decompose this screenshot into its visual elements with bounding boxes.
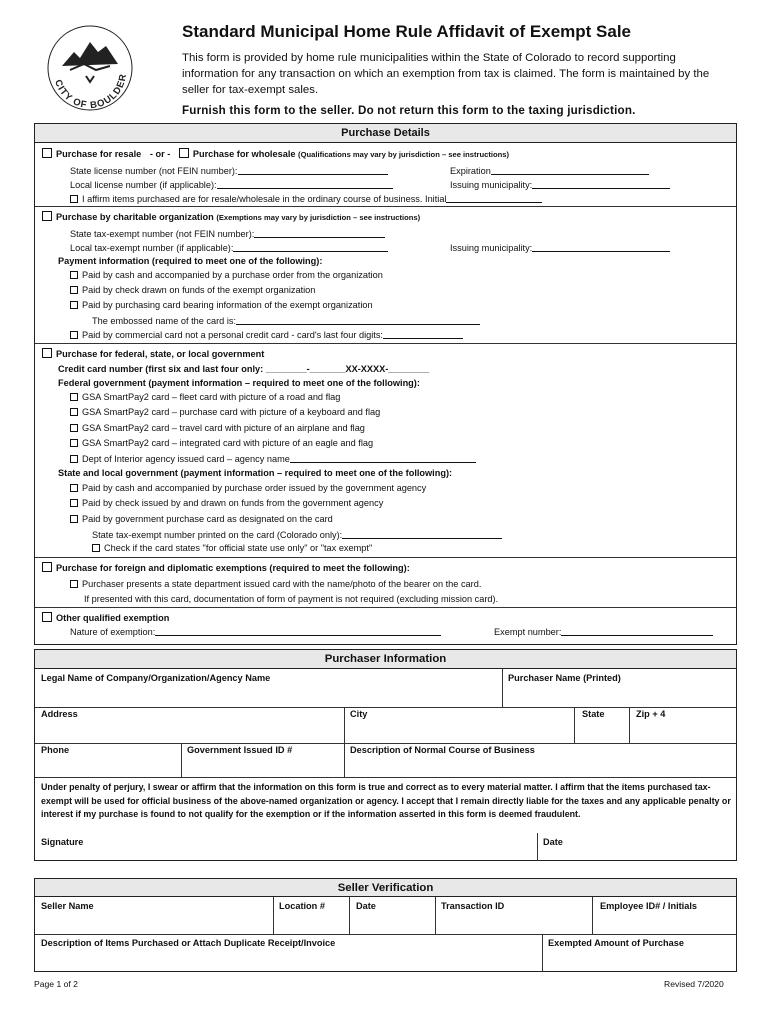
exempt-number-field[interactable]: [561, 626, 713, 636]
gov-check-text: Paid by check issued by and drawn on funds from the government agency: [82, 498, 384, 508]
gsa-integrated-text: GSA SmartPay2 card – integrated card with picture of an eagle and flag: [82, 438, 374, 448]
revised-date: Revised 7/2020: [664, 979, 724, 989]
agency-name-field[interactable]: [290, 453, 476, 463]
issuing-municipality-label: Issuing municipality:: [450, 180, 533, 190]
purchaser-date-label: Date: [543, 837, 563, 847]
signature-label: Signature: [41, 837, 84, 847]
page-number: Page 1 of 2: [34, 979, 78, 989]
or-label: - or -: [149, 149, 171, 159]
embossed-name-label: The embossed name of the card is:: [92, 316, 237, 326]
purchaser-name-label: Purchaser Name (Printed): [508, 673, 621, 683]
gov-cash-checkbox[interactable]: [70, 484, 78, 492]
foreign-note: If presented with this card, documentation of form of payment is not required (excluding mission card).: [84, 594, 499, 604]
gov-cash-text: Paid by cash and accompanied by purchase order issued by the government agency: [82, 483, 427, 493]
state-tax-exempt-field[interactable]: [254, 228, 385, 238]
gsa-fleet-text: GSA SmartPay2 card – fleet card with picture of a road and flag: [82, 392, 341, 402]
gsa-travel-text: GSA SmartPay2 card – travel card with picture of an airplane and flag: [82, 423, 365, 433]
charitable-card-checkbox[interactable]: [70, 301, 78, 309]
zip-label: Zip + 4: [636, 709, 666, 719]
city-label: City: [350, 709, 368, 719]
credit-card-number-label: Credit card number (first six and last four only: ________-_______XX-XXXX-________: [58, 364, 430, 374]
other-exemption-label: Other qualified exemption: [56, 613, 170, 623]
transaction-id-label: Transaction ID: [441, 901, 505, 911]
phone-label: Phone: [41, 745, 70, 755]
card-exempt-number-field[interactable]: [342, 529, 502, 539]
svg-text:CITY OF BOULDER: CITY OF BOULDER: [52, 72, 130, 112]
initial-label: Initial: [425, 194, 447, 204]
purchase-details-heading: Purchase Details: [35, 124, 736, 143]
seller-date-label: Date: [356, 901, 376, 911]
government-label: Purchase for federal, state, or local government: [56, 349, 265, 359]
gsa-fleet-checkbox[interactable]: [70, 393, 78, 401]
charitable-issuing-label: Issuing municipality:: [450, 243, 533, 253]
foreign-checkbox[interactable]: [42, 562, 52, 572]
resale-qualification-note: (Qualifications may vary by jurisdiction – see instructions): [298, 150, 510, 159]
gov-check-checkbox[interactable]: [70, 499, 78, 507]
charitable-checkbox[interactable]: [42, 211, 52, 221]
form-title: Standard Municipal Home Rule Affidavit of Exempt Sale: [182, 22, 631, 41]
charitable-issuing-field[interactable]: [532, 242, 670, 252]
gsa-travel-checkbox[interactable]: [70, 424, 78, 432]
employee-id-label: Employee ID# / Initials: [600, 901, 698, 911]
wholesale-label: Purchase for wholesale: [192, 149, 296, 159]
wholesale-checkbox[interactable]: [179, 148, 189, 158]
expiration-field[interactable]: [491, 165, 649, 175]
issuing-municipality-field[interactable]: [532, 179, 670, 189]
exempt-number-label: Exempt number:: [494, 627, 562, 637]
local-tax-exempt-field[interactable]: [233, 242, 388, 252]
expiration-label: Expiration: [450, 166, 491, 176]
affirm-resale-checkbox[interactable]: [70, 195, 78, 203]
charitable-payment-heading: Payment information (required to meet one of the following):: [58, 256, 323, 266]
exempted-amount-label: Exempted Amount of Purchase: [548, 938, 684, 948]
charitable-qualification-note: (Exemptions may vary by jurisdiction – see instructions): [216, 213, 421, 222]
items-description-label: Description of Items Purchased or Attach Duplicate Receipt/Invoice: [41, 938, 336, 948]
state-tax-exempt-label: State tax-exempt number (not FEIN number):: [70, 229, 255, 239]
charitable-cash-text: Paid by cash and accompanied by a purchase order from the organization: [82, 270, 383, 280]
local-tax-exempt-label: Local tax-exempt number (if applicable):: [70, 243, 234, 253]
last-four-digits-field[interactable]: [383, 329, 463, 339]
charitable-check-checkbox[interactable]: [70, 286, 78, 294]
state-dept-card-text: Purchaser presents a state department issued card with the name/photo of the bearer on the card.: [82, 579, 482, 589]
nature-of-exemption-field[interactable]: [155, 626, 441, 636]
official-use-checkbox[interactable]: [92, 544, 100, 552]
initial-field[interactable]: [446, 193, 542, 203]
interior-card-checkbox[interactable]: [70, 455, 78, 463]
card-exempt-number-label: State tax-exempt number printed on the card (Colorado only):: [92, 530, 343, 540]
state-dept-card-checkbox[interactable]: [70, 580, 78, 588]
commercial-card-checkbox[interactable]: [70, 331, 78, 339]
foreign-label: Purchase for foreign and diplomatic exemptions (required to meet the following):: [56, 563, 410, 573]
gov-card-text: Paid by government purchase card as designated on the card: [82, 514, 333, 524]
state-license-field[interactable]: [238, 165, 388, 175]
perjury-statement: Under penalty of perjury, I swear or affirm that the information on this form is true and correct as to every material matter. I affirm that the items purchased tax-exempt will be used for official business of the above-named organization or agency. I accept that I remain directly liable for the taxes and any applicable penalty or interest if my purchase is found to not qualify for the exemption or if the information asserted in this form is deemed fraudulent.: [41, 782, 731, 820]
local-license-field[interactable]: [217, 179, 393, 189]
government-checkbox[interactable]: [42, 348, 52, 358]
nature-of-exemption-label: Nature of exemption:: [70, 627, 156, 637]
city-of-boulder-logo: [40, 18, 140, 118]
state-label: State: [582, 709, 605, 719]
local-license-label: Local license number (if applicable):: [70, 180, 217, 190]
state-local-heading: State and local government (payment information – required to meet one of the following):: [58, 468, 453, 478]
interior-card-text: Dept of Interior agency issued card – agency name: [82, 454, 290, 464]
other-exemption-checkbox[interactable]: [42, 612, 52, 622]
charitable-check-text: Paid by check drawn on funds of the exempt organization: [82, 285, 316, 295]
form-intro: This form is provided by home rule municipalities within the State of Colorado to record supporting information for any transaction on which an exemption from tax is claimed. The form is maintained by the seller for tax-exempt sales.: [182, 52, 710, 96]
purchaser-information-heading: Purchaser Information: [35, 650, 736, 669]
resale-label: Purchase for resale: [56, 149, 142, 159]
embossed-name-field[interactable]: [236, 315, 480, 325]
charitable-card-text: Paid by purchasing card bearing information of the exempt organization: [82, 300, 373, 310]
seller-name-label: Seller Name: [41, 901, 94, 911]
location-label: Location #: [279, 901, 325, 911]
gsa-integrated-checkbox[interactable]: [70, 439, 78, 447]
federal-government-heading: Federal government (payment information – required to meet one of the following):: [58, 378, 420, 388]
gsa-purchase-text: GSA SmartPay2 card – purchase card with picture of a keyboard and flag: [82, 407, 381, 417]
affirm-resale-text: I affirm items purchased are for resale/wholesale in the ordinary course of business.: [82, 194, 423, 204]
seller-verification-heading: Seller Verification: [35, 879, 736, 897]
furnish-instruction: Furnish this form to the seller. Do not return this form to the taxing jurisdiction.: [182, 104, 636, 117]
business-description-label: Description of Normal Course of Business: [350, 745, 535, 755]
resale-checkbox[interactable]: [42, 148, 52, 158]
government-id-label: Government Issued ID #: [187, 745, 293, 755]
official-use-text: Check if the card states "for official state use only" or "tax exempt": [104, 543, 373, 553]
gov-card-checkbox[interactable]: [70, 515, 78, 523]
legal-name-label: Legal Name of Company/Organization/Agency Name: [41, 673, 271, 683]
gsa-purchase-checkbox[interactable]: [70, 408, 78, 416]
commercial-card-text: Paid by commercial card not a personal credit card - card's last four digits:: [82, 330, 383, 340]
state-license-label: State license number (not FEIN number):: [70, 166, 238, 176]
address-label: Address: [41, 709, 78, 719]
charitable-label: Purchase by charitable organization: [56, 212, 214, 222]
charitable-cash-checkbox[interactable]: [70, 271, 78, 279]
